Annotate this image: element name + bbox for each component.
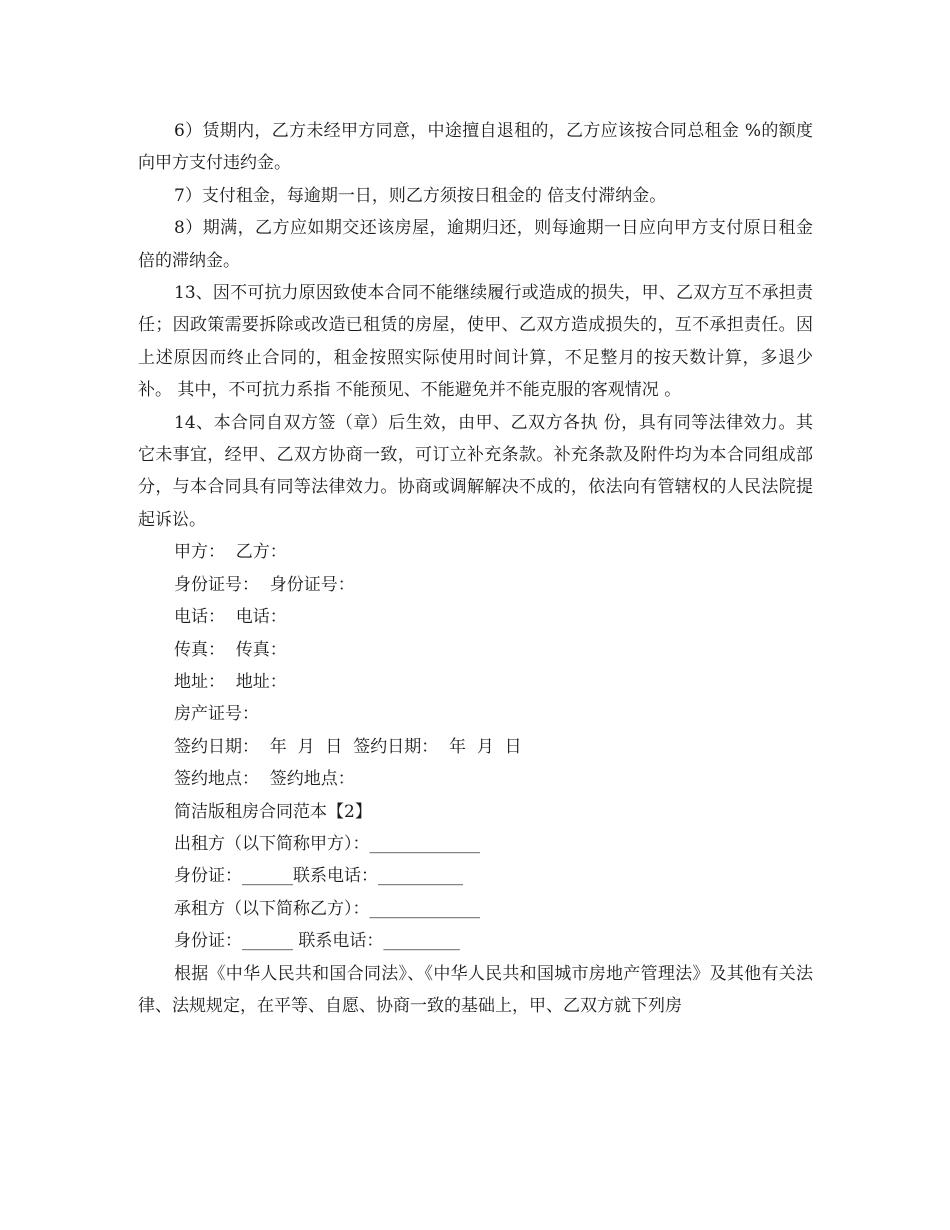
signature-phone-line: 电话： 电话： <box>174 607 287 628</box>
lessor-id-line: 身份证：______联系电话：__________ <box>174 866 463 887</box>
lessor-line: 出租方（以下简称甲方）：_____________ <box>174 833 480 854</box>
signature-block <box>138 536 813 795</box>
party-block <box>138 828 813 958</box>
clause-6: 6）赁期内，乙方未经甲方同意，中途擅自退租的，乙方应该按合同总租金 %的额度向甲方支付违约金。 <box>138 121 813 174</box>
section-title: 简洁版租房合同范本【2】 <box>174 801 372 822</box>
signature-address-line: 地址： 地址： <box>174 671 287 692</box>
signature-fax-line: 传真： 传真： <box>174 639 287 660</box>
contract-page <box>138 115 813 1022</box>
signature-property-cert-line: 房产证号： <box>174 704 259 725</box>
preamble-paragraph: 根据《中华人民共和国合同法》、《中华人民共和国城市房地产管理法》及其他有关法律、法规规定，在平等、自愿、协商一致的基础上，甲、乙双方就下列房 <box>138 963 813 1016</box>
lessee-id-line: 身份证：______ 联系电话：_________ <box>174 931 460 952</box>
signature-place-line: 签约地点： 签约地点： <box>174 769 355 790</box>
clause-14: 14、本合同自双方签（章）后生效，由甲、乙双方各执 份，具有同等法律效力。其它未事宜，经甲、乙双方协商一致，可订立补充条款。补充条款及附件均为本合同组成部分，与本合同具有同等法律效力。协商或调解解决不成的，依法向有管辖权的人民法院提起诉讼。 <box>138 412 813 530</box>
signature-date-line: 签约日期： 年 月 日 签约日期： 年 月 日 <box>174 736 522 757</box>
clause-7: 7）支付租金，每逾期一日，则乙方须按日租金的 倍支付滞纳金。 <box>174 185 667 206</box>
signature-party-line: 甲方： 乙方： <box>174 542 287 563</box>
signature-id-line: 身份证号： 身份证号： <box>174 574 355 595</box>
clause-8: 8）期满，乙方应如期交还该房屋，逾期归还，则每逾期一日应向甲方支付原日租金倍的滞纳金。 <box>138 218 813 271</box>
lessee-line: 承租方（以下简称乙方）：_____________ <box>174 898 480 919</box>
clause-13: 13、因不可抗力原因致使本合同不能继续履行或造成的损失，甲、乙双方互不承担责任；因政策需要拆除或改造已租赁的房屋，使甲、乙双方造成损失的，互不承担责任。因上述原因而终止合同的，租金按照实际使用时间计算，不足整月的按天数计算，多退少补。 其中，不可抗力系指 不能预见、不能避免并不能克服的客观情况 。 <box>138 283 813 401</box>
